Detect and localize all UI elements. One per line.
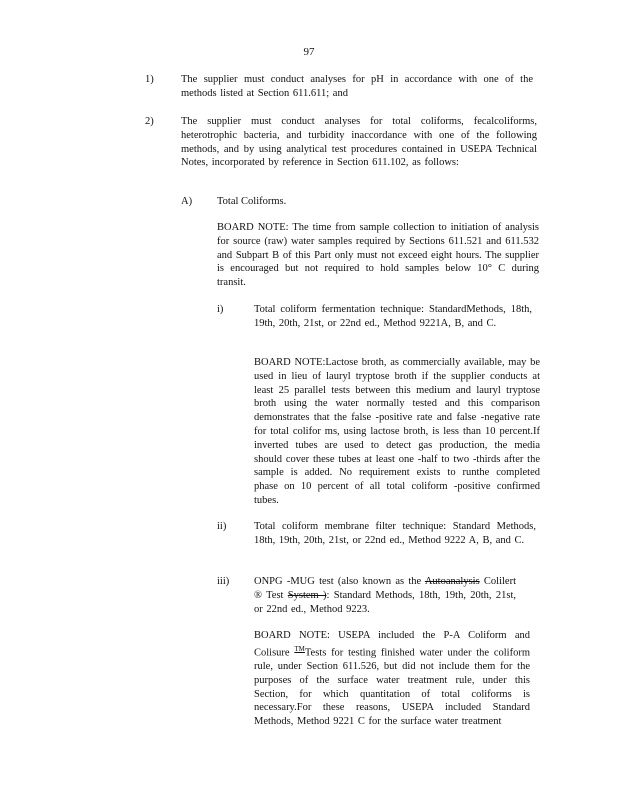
sub-iii-text-a: ONPG -MUG test (also known as the bbox=[254, 576, 425, 587]
sub-i-board-note: BOARD NOTE:Lactose broth, as commercially available, may be used in lieu of lauryl tryptose broth if the supplier conducts at least 25 parallel tests between this medium and lauryl tryptose broth using the water normally tested and this comparison demonstrates that the false -positive rate and false -negative rate for total colifor ms, using lactose broth, is less than 10 percent.If inverted tubes are used to detect gas production, the media should cover these tubes at least one -half to two -thirds after the sample is added. No requirement exists to runthe completed phase on 10 percent of all total coliform -positive confirmed tubes. bbox=[254, 357, 540, 506]
sub-iii-text bbox=[254, 575, 516, 616]
sub-ii-label: ii) bbox=[217, 521, 227, 532]
sub-i-text: Total coliform fermentation technique: StandardMethods, 18th, 19th, 20th, 21st, or 22nd ed., Method 9221A, B, and C. bbox=[254, 304, 532, 329]
item-2-label: 2) bbox=[145, 116, 154, 127]
sub-a-title: Total Coliforms. bbox=[217, 196, 287, 207]
sub-iii-text-b: Colilert ® Test bbox=[254, 576, 516, 601]
sub-iii-strike-a: Autoanalysis bbox=[424, 576, 480, 587]
sub-iii-board-note bbox=[254, 629, 530, 729]
sub-i-label: i) bbox=[217, 304, 224, 315]
sub-a-board-note: BOARD NOTE: The time from sample collection to initiation of analysis for source (raw) water samples required by Sections 611.521 and 611.532 and Subpart B of this Part only must not exceed eight hours. The supplier is encouraged but not required to hold samples below 10° C during transit. bbox=[217, 222, 539, 289]
sub-iii-board-note-b: Tests for testing finished water under the coliform rule, under Section 611.526, but did not include them for the purposes of the surface water treatment rule, under this Section, for which quantitation of total coliforms is necessary.For these reasons, USEPA included Standard Methods, Method 9221 C for the surface water treatment bbox=[254, 647, 530, 728]
item-2-text: The supplier must conduct analyses for total coliforms, fecalcoliforms, heterotrophic bacteria, and turbidity inaccordance with one of the following methods, and by using analytical test procedures contained in USEPA Technical Notes, incorporated by reference in Section 611.102, as follows: bbox=[181, 116, 537, 169]
sub-iii-board-note-a: BOARD NOTE: USEPA included the P-A Coliform and Colisure bbox=[254, 630, 530, 659]
sub-iii-strike-b: System ) bbox=[287, 589, 327, 601]
item-1-text: The supplier must conduct analyses for pH in accordance with one of the methods listed at Section 611.611; and bbox=[181, 74, 533, 99]
page-number: 97 bbox=[303, 46, 315, 58]
sub-iii-label: iii) bbox=[217, 576, 230, 587]
item-1-label: 1) bbox=[145, 74, 154, 85]
sub-iii-text-c: : Standard Methods, 18th, 19th, 20th, 21st, or 22nd ed., Method 9223. bbox=[254, 589, 516, 615]
sub-ii-text: Total coliform membrane filter technique: Standard Methods, 18th, 19th, 20th, 21st, or 22nd ed., Method 9222 A, B, and C. bbox=[254, 521, 536, 546]
trademark-mark: TM bbox=[294, 644, 305, 653]
sub-a-label: A) bbox=[181, 196, 193, 207]
